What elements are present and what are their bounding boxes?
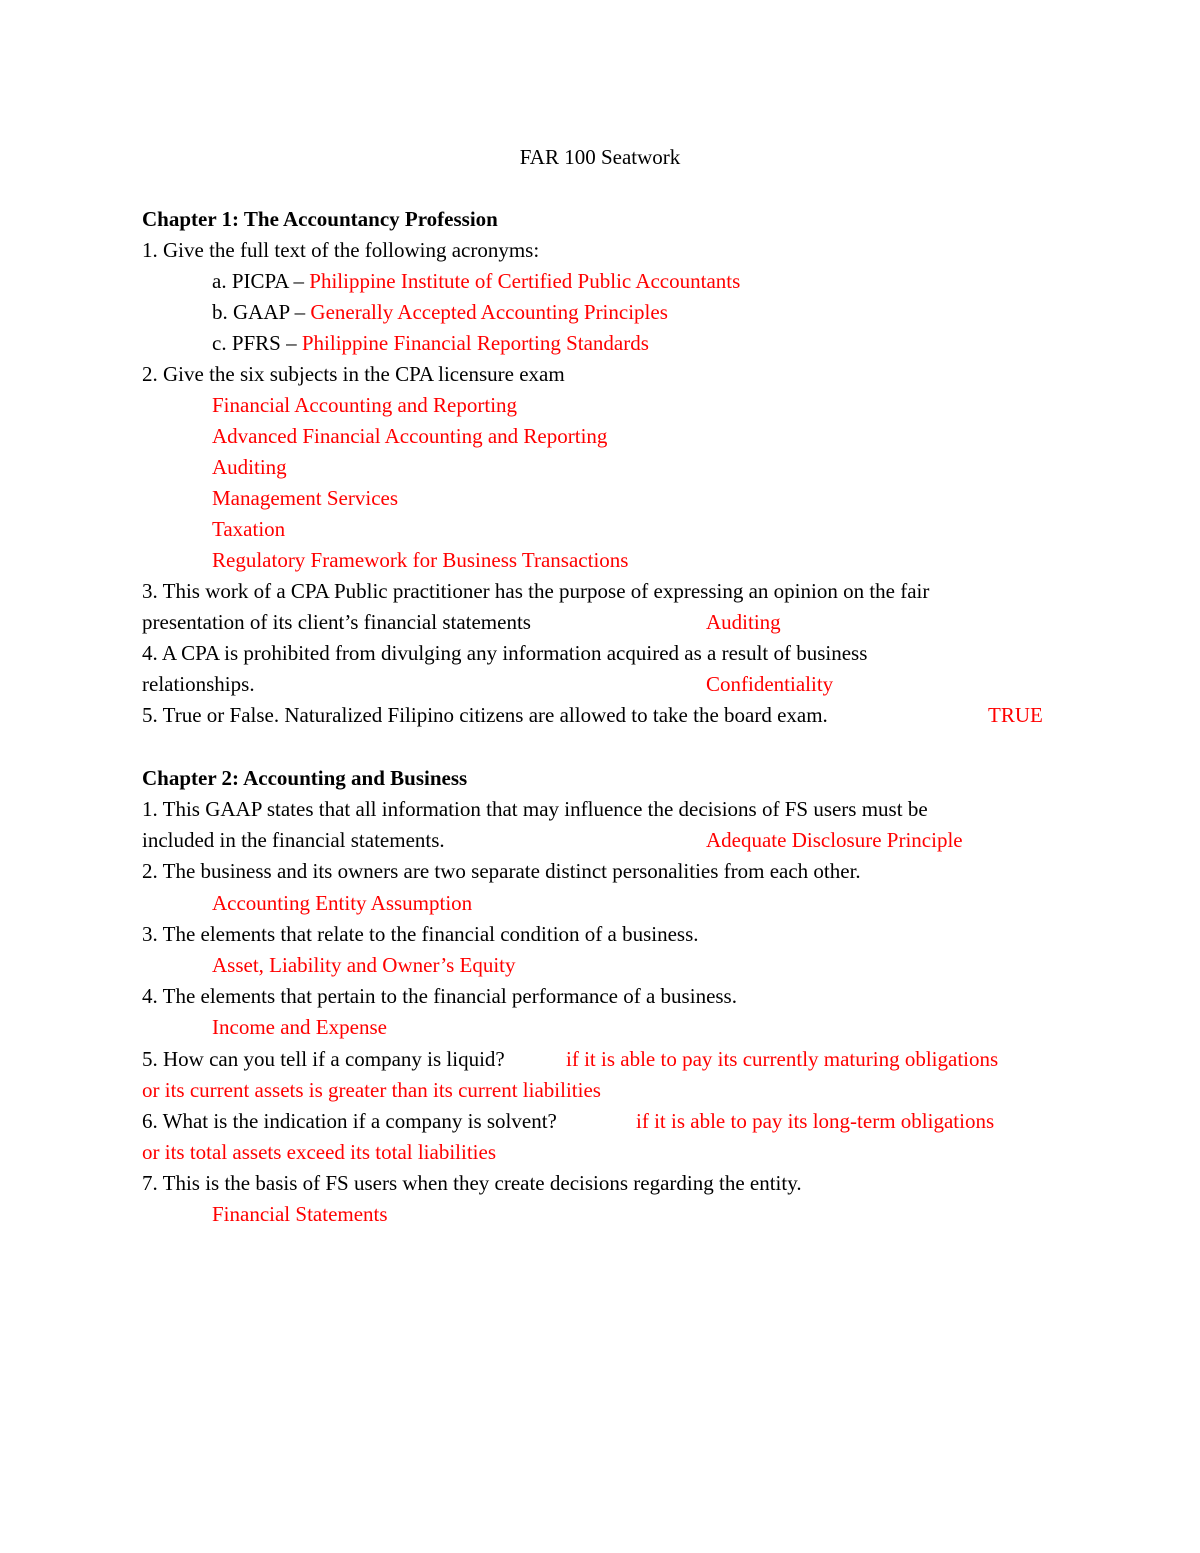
ch2-q1-answer: Adequate Disclosure Principle — [706, 828, 963, 852]
ch1-q2-answer-1: Financial Accounting and Reporting — [212, 393, 518, 417]
ch1-q3-line-1: 3. This work of a CPA Public practitioner has the purpose of expressing an opinion on the fair — [142, 579, 930, 603]
ch1-q1-item-c — [212, 330, 649, 356]
ch1-q1-item-a — [212, 268, 740, 294]
ch1-q4-line-2: relationships. — [142, 672, 255, 696]
ch1-q1-item-b-label: b. GAAP – — [212, 300, 311, 324]
ch2-q6-answer-line-1: if it is able to pay its long-term obligations — [636, 1109, 995, 1133]
ch1-q1-question: 1. Give the full text of the following acronyms: — [142, 238, 540, 262]
ch2-q1-line-2: included in the financial statements. — [142, 828, 445, 852]
ch1-q3-line-2: presentation of its client’s financial statements — [142, 610, 531, 634]
ch1-q3-answer: Auditing — [706, 610, 781, 634]
ch2-q5-answer-line-2: or its current assets is greater than its current liabilities — [142, 1078, 601, 1102]
ch1-q1-item-a-answer: Philippine Institute of Certified Public Accountants — [309, 269, 741, 293]
ch2-q7-answer: Financial Statements — [212, 1202, 388, 1226]
ch2-q4-answer: Income and Expense — [212, 1015, 387, 1039]
chapter-2-heading: Chapter 2: Accounting and Business — [142, 766, 468, 790]
ch1-q2-answer-5: Taxation — [212, 517, 286, 541]
ch2-q5-answer-line-1: if it is able to pay its currently maturing obligations — [566, 1047, 999, 1071]
ch1-q5-answer: TRUE — [988, 703, 1043, 727]
ch2-q1-line-1: 1. This GAAP states that all information that may influence the decisions of FS users must be — [142, 797, 928, 821]
ch2-q6-question: 6. What is the indication if a company is solvent? — [142, 1109, 557, 1133]
document-title: FAR 100 Seatwork — [519, 145, 681, 169]
ch2-q3-question: 3. The elements that relate to the financial condition of a business. — [142, 922, 699, 946]
ch1-q1-item-c-answer: Philippine Financial Reporting Standards — [301, 331, 649, 355]
ch1-q4-answer: Confidentiality — [706, 672, 834, 696]
ch1-q4-line-1: 4. A CPA is prohibited from divulging any information acquired as a result of business — [142, 641, 868, 665]
ch1-q1-item-c-label: c. PFRS – — [212, 331, 302, 355]
chapter-1-heading: Chapter 1: The Accountancy Profession — [142, 207, 498, 231]
ch1-q2-question: 2. Give the six subjects in the CPA licensure exam — [142, 362, 565, 386]
ch2-q5-question: 5. How can you tell if a company is liquid? — [142, 1047, 505, 1071]
ch2-q3-answer: Asset, Liability and Owner’s Equity — [212, 953, 516, 977]
ch2-q4-question: 4. The elements that pertain to the financial performance of a business. — [142, 984, 737, 1008]
ch2-q2-answer: Accounting Entity Assumption — [212, 891, 473, 915]
ch1-q2-answer-4: Management Services — [212, 486, 399, 510]
ch1-q2-answer-2: Advanced Financial Accounting and Reporting — [212, 424, 608, 448]
ch1-q2-answer-3: Auditing — [212, 455, 287, 479]
ch1-q1-item-b-answer: Generally Accepted Accounting Principles — [310, 300, 668, 324]
ch2-q2-question: 2. The business and its owners are two separate distinct personalities from each other. — [142, 859, 861, 883]
ch1-q1-item-b — [212, 299, 668, 325]
ch1-q5-question: 5. True or False. Naturalized Filipino citizens are allowed to take the board exam. — [142, 703, 828, 727]
ch1-q2-answer-6: Regulatory Framework for Business Transactions — [212, 548, 629, 572]
ch2-q6-answer-line-2: or its total assets exceed its total liabilities — [142, 1140, 497, 1164]
ch2-q7-question: 7. This is the basis of FS users when they create decisions regarding the entity. — [142, 1171, 802, 1195]
ch1-q1-item-a-label: a. PICPA – — [212, 269, 310, 293]
